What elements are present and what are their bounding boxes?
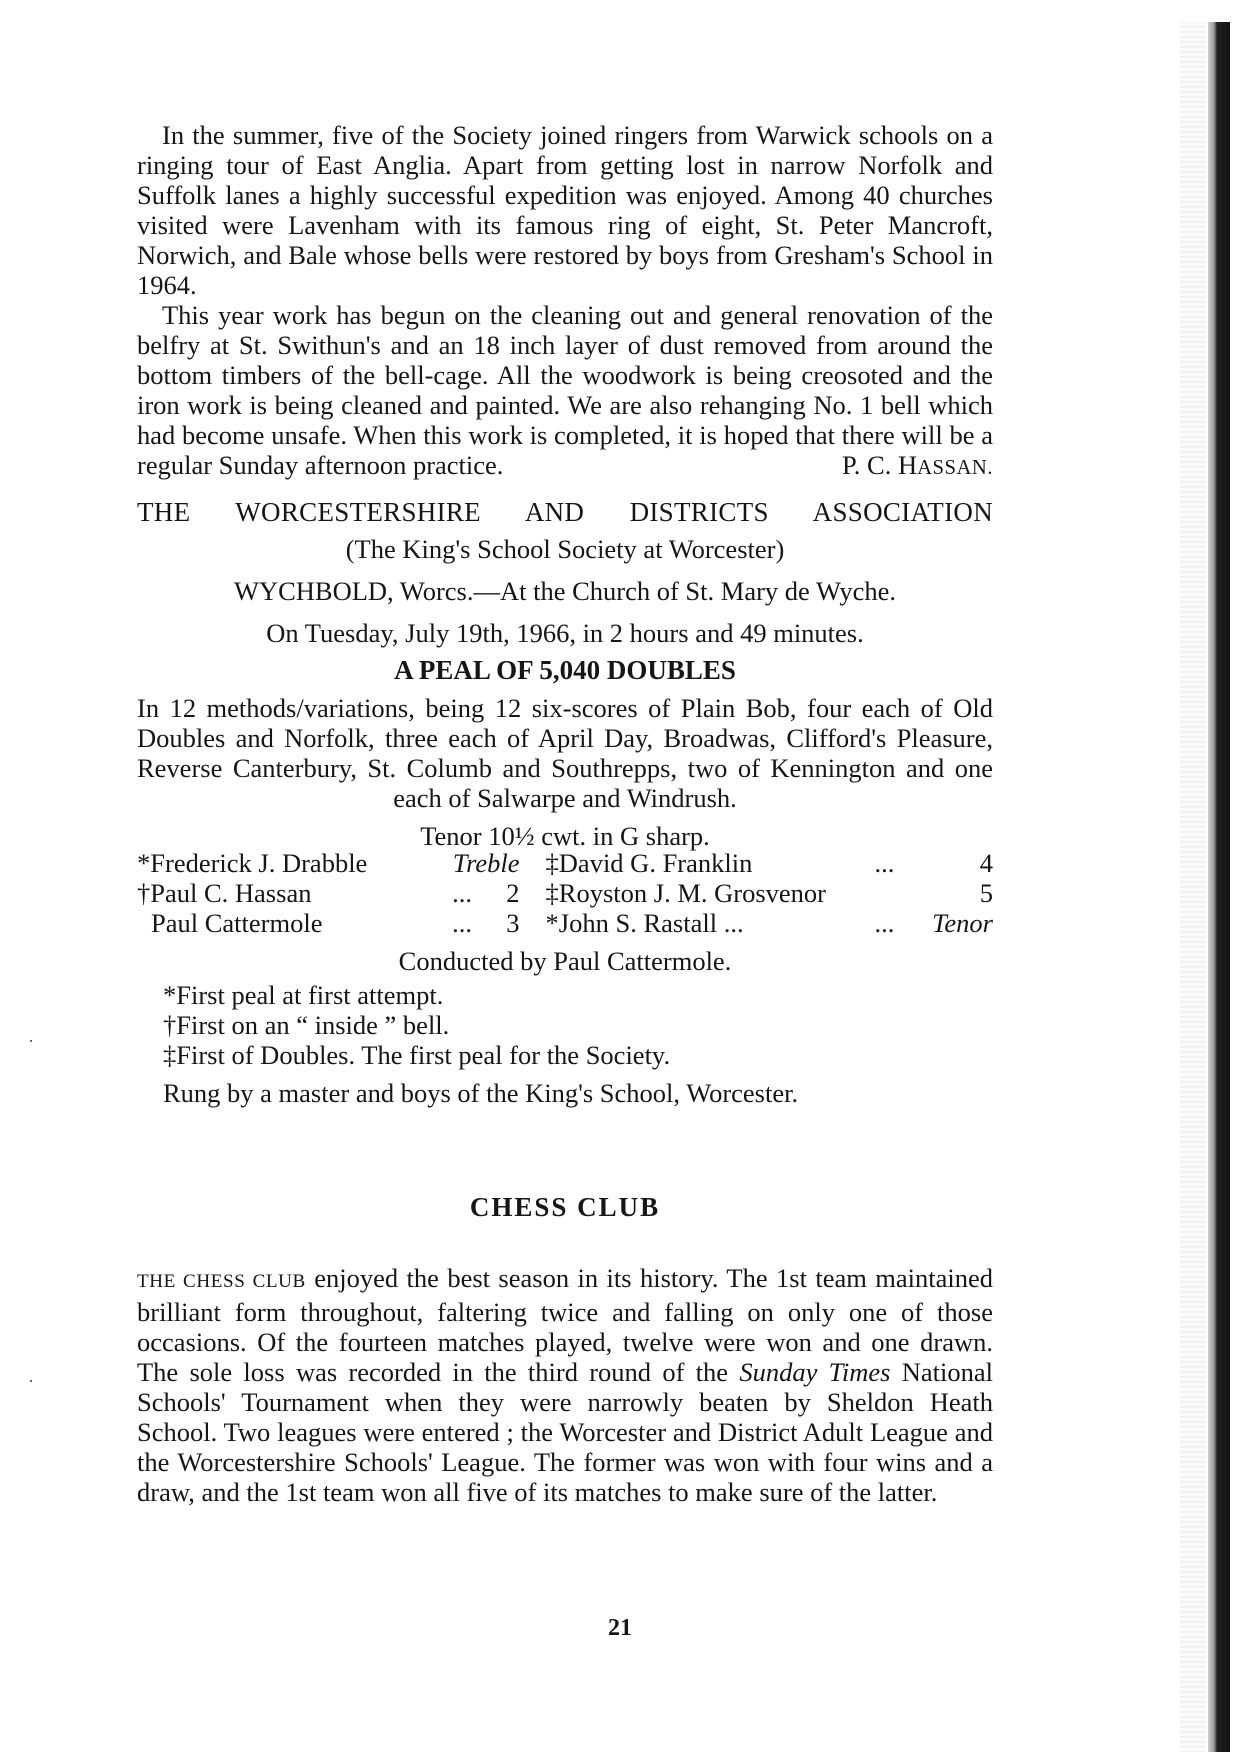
report-signature: P. C. HASSAN. (841, 450, 993, 480)
ringer-bell: Treble (452, 848, 520, 878)
table-row (137, 878, 993, 908)
ringer-bell: 2 (506, 878, 520, 908)
ringer-bell: Tenor (932, 908, 993, 938)
ringing-paragraph-2-text: This year work has begun on the cleaning out and general renovation of the belfry at St. Swithun's and an 18 inch layer of dust removed from around the bottom timbers of the bell-cage. All the woodwork is being creosoted and the iron work is being cleaned and painted. We are also rehanging No. 1 bell which had become unsafe. When this work is completed, it is hoped that there will be a regular Sunday afternoon practice. (137, 300, 993, 480)
peal-tenor: Tenor 10½ cwt. in G sharp. (420, 821, 710, 851)
newspaper-title: Sunday Times (739, 1357, 891, 1387)
ringer-name: Paul Cattermole (151, 908, 323, 938)
footnote: ‡First of Doubles. The first peal for the Society. (163, 1040, 671, 1070)
footnote: *First peal at first attempt. (163, 980, 444, 1010)
ringer-bell: 3 (506, 908, 520, 938)
ringer-bell: 4 (979, 848, 993, 878)
table-row (137, 908, 993, 938)
peal-conductor: Conducted by Paul Cattermole. (398, 946, 732, 976)
ringer-name: ‡David G. Franklin (545, 848, 753, 878)
ringing-paragraph-1: In the summer, five of the Society joined ringers from Warwick schools on a ringing tour of East Anglia. Apart from getting lost in narrow Norfolk and Suffolk lanes a highly successful expedition was enjoyed. Among 40 churches visited were Lavenham with its famous ring of eight, St. Peter Mancroft, Norwich, and Bale whose bells were restored by boys from Gresham's School in 1964. (137, 120, 993, 300)
section-heading: CHESS CLUB (469, 1192, 661, 1222)
ringer-name: ‡Royston J. M. Grosvenor (545, 878, 827, 908)
ringing-report (137, 120, 993, 483)
peal-location: WYCHBOLD, Worcs.—At the Church of St. Mary de Wyche. (233, 576, 897, 606)
scan-speck (30, 1040, 32, 1042)
ringer-name: *John S. Rastall ... (545, 908, 744, 938)
peal-methods: In 12 methods/variations, being 12 six-scores of Plain Bob, four each of Old Doubles and Norfolk, three each of April Day, Broadwas, Clifford's Pleasure, Reverse Canterbury, St. Columb and Southrepps, two of Kennington and one each of Salwarpe and Windrush. (137, 693, 993, 813)
ringing-paragraph-2 (137, 300, 993, 480)
association-heading: THE WORCESTERSHIRE AND DISTRICTS ASSOCIATION (137, 497, 993, 527)
ringer-leader-dots: ... (874, 848, 895, 878)
table-row (137, 848, 993, 878)
ringer-bell: 5 (979, 878, 993, 908)
chess-report (137, 1263, 993, 1507)
ringers-list (137, 848, 993, 976)
society-subtitle: (The King's School Society at Worcester) (345, 534, 785, 564)
chess-lead-in: THE CHESS CLUB (137, 1271, 306, 1292)
ringer-name: *Frederick J. Drabble (137, 848, 368, 878)
chess-paragraph: THE CHESS CLUB enjoyed the best season in its history. The 1st team maintained brilliant form throughout, faltering twice and falling on only one of those occasions. Of the fourteen matches played, twelve were won and one drawn. The sole loss was recorded in the third round of the Sunday Times National Schools' Tournament when they were narrowly beaten by Sheldon Heath School. Two leagues were entered ; the Worcester and District Adult League and the Worcestershire Schools' League. The former was won with four wins and a draw, and the 1st team won all five of its matches to make sure of the latter. (137, 1263, 993, 1507)
ringer-leader-dots: ... (452, 878, 473, 908)
page-number: 21 (608, 1615, 632, 1641)
ringers-table (137, 848, 993, 938)
ringer-leader-dots: ... (874, 908, 895, 938)
ringer-name: †Paul C. Hassan (137, 878, 312, 908)
scan-speck (30, 1380, 32, 1382)
peal-title: A PEAL OF 5,040 DOUBLES (394, 655, 736, 685)
chess-section-header (137, 1192, 993, 1222)
scan-edge-shadow (1208, 22, 1230, 1752)
peal-closing-note: Rung by a master and boys of the King's School, Worcester. (163, 1078, 799, 1108)
peal-report (137, 497, 993, 851)
ringer-leader-dots: ... (452, 908, 473, 938)
peal-date: On Tuesday, July 19th, 1966, in 2 hours and 49 minutes. (266, 618, 864, 648)
peal-footnotes (163, 980, 993, 1108)
footnote: †First on an “ inside ” bell. (163, 1010, 450, 1040)
